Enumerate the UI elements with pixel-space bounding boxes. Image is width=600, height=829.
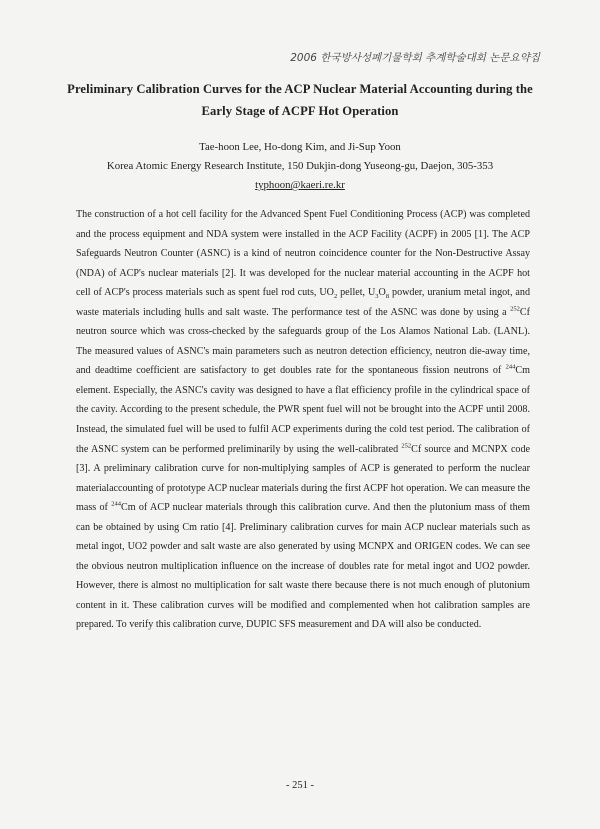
abstract-text: Cm of ACP nuclear materials through this calibration curve. And then the plutonium mass of them can be obtained by using Cm ratio [4]. Preliminary calibration curves for main ACP nuclear materials such as metal ingot, UO2 powder and salt waste are also generated by using MCNPX and ORIGEN codes. We can see the obvious neutron multiplication influence on the increase of doubles rate for metal ingot and UO2 powder. However, there is almost no multiplication for salt waste there because there is not much enough of plutonium content in it. These calibration curves will be modified and complemented when hot calibration samples are prepared. To verify this calibration curve, DUPIC SFS measurement and DA will also be conducted. xyxy=(76,502,530,631)
abstract-text: pellet, U xyxy=(337,287,376,299)
author-affiliation: Korea Atomic Energy Research Institute, 150 Dukjin-dong Yuseong-gu, Daejon, 305-353 xyxy=(106,160,494,172)
conference-header: 2006 한국방사성폐기물학회 추계학술대회 논문요약집 xyxy=(290,52,540,64)
abstract-text: The construction of a hot cell facility for the Advanced Spent Fuel Conditioning Process (ACP) was completed and the process equipment and NDA system were installed in the ACP Facility (ACPF) in 2005 [1]. The ACP Safeguards Neutron Counter (ASNC) is a kind of neutron coincidence counter for the Non-Destructive Assay (NDA) of ACP's nuclear materials [2]. It was developed for the nuclear material accounting in the ACPF hot cell of ACP's process materials such as spent fuel rod cuts, UO xyxy=(76,209,530,299)
abstract-body xyxy=(76,205,530,635)
abstract-text: O xyxy=(378,287,386,299)
paper-title xyxy=(60,78,540,122)
subscript: 2 xyxy=(333,293,338,301)
author-email-link[interactable]: typhoon@kaeri.re.kr xyxy=(255,179,345,191)
superscript: 252 xyxy=(510,305,520,313)
abstract-text: Cm element. Especially, the ASNC's cavity was designed to have a flat efficiency profile in the cylindrical space of the cavity. According to the present schedule, the PWR spent fuel will not be brought into the ACPF until 2008. Instead, the simulated fuel will be used to fulfil ACP experiments during the cold test period. The calibration of the ASNC system can be performed preliminarily by using the well-calibrated xyxy=(76,365,530,455)
subscript: 3 xyxy=(375,293,379,301)
author-names: Tae-hoon Lee, Ho-dong Kim, and Ji-Sup Yoon xyxy=(199,141,401,153)
abstract-text: Cf source and MCNPX code [3]. A preliminary calibration curve for non-multiplying samples of ACP is generated to perform the nuclear materialaccounting of prototype ACP nuclear materials during the first ACPF hot operation. We can measure the mass of xyxy=(76,443,530,514)
superscript: 244 xyxy=(505,364,516,372)
superscript: 244 xyxy=(111,500,121,508)
page-number: - 251 - xyxy=(286,780,314,791)
subscript: 8 xyxy=(385,293,390,301)
abstract-text: powder, uranium metal ingot, and waste materials including hulls and salt waste. The performance test of the ASNC was done by using a xyxy=(76,287,531,318)
title-line-2: Early Stage of ACPF Hot Operation xyxy=(201,104,399,118)
superscript: 252 xyxy=(401,442,412,450)
title-line-1: Preliminary Calibration Curves for the ACP Nuclear Material Accounting during the xyxy=(67,82,533,96)
abstract-text: Cf neutron source which was cross-checked by the safeguards group of the Los Alamos National Lab. (LANL). The measured values of ASNC's main parameters such as neutron detection efficiency, neutron die-away time, and deadtime coefficient are satisfactory to get doubles rate for the spontaneous fission neutrons of xyxy=(76,306,530,377)
author-block xyxy=(60,138,540,195)
